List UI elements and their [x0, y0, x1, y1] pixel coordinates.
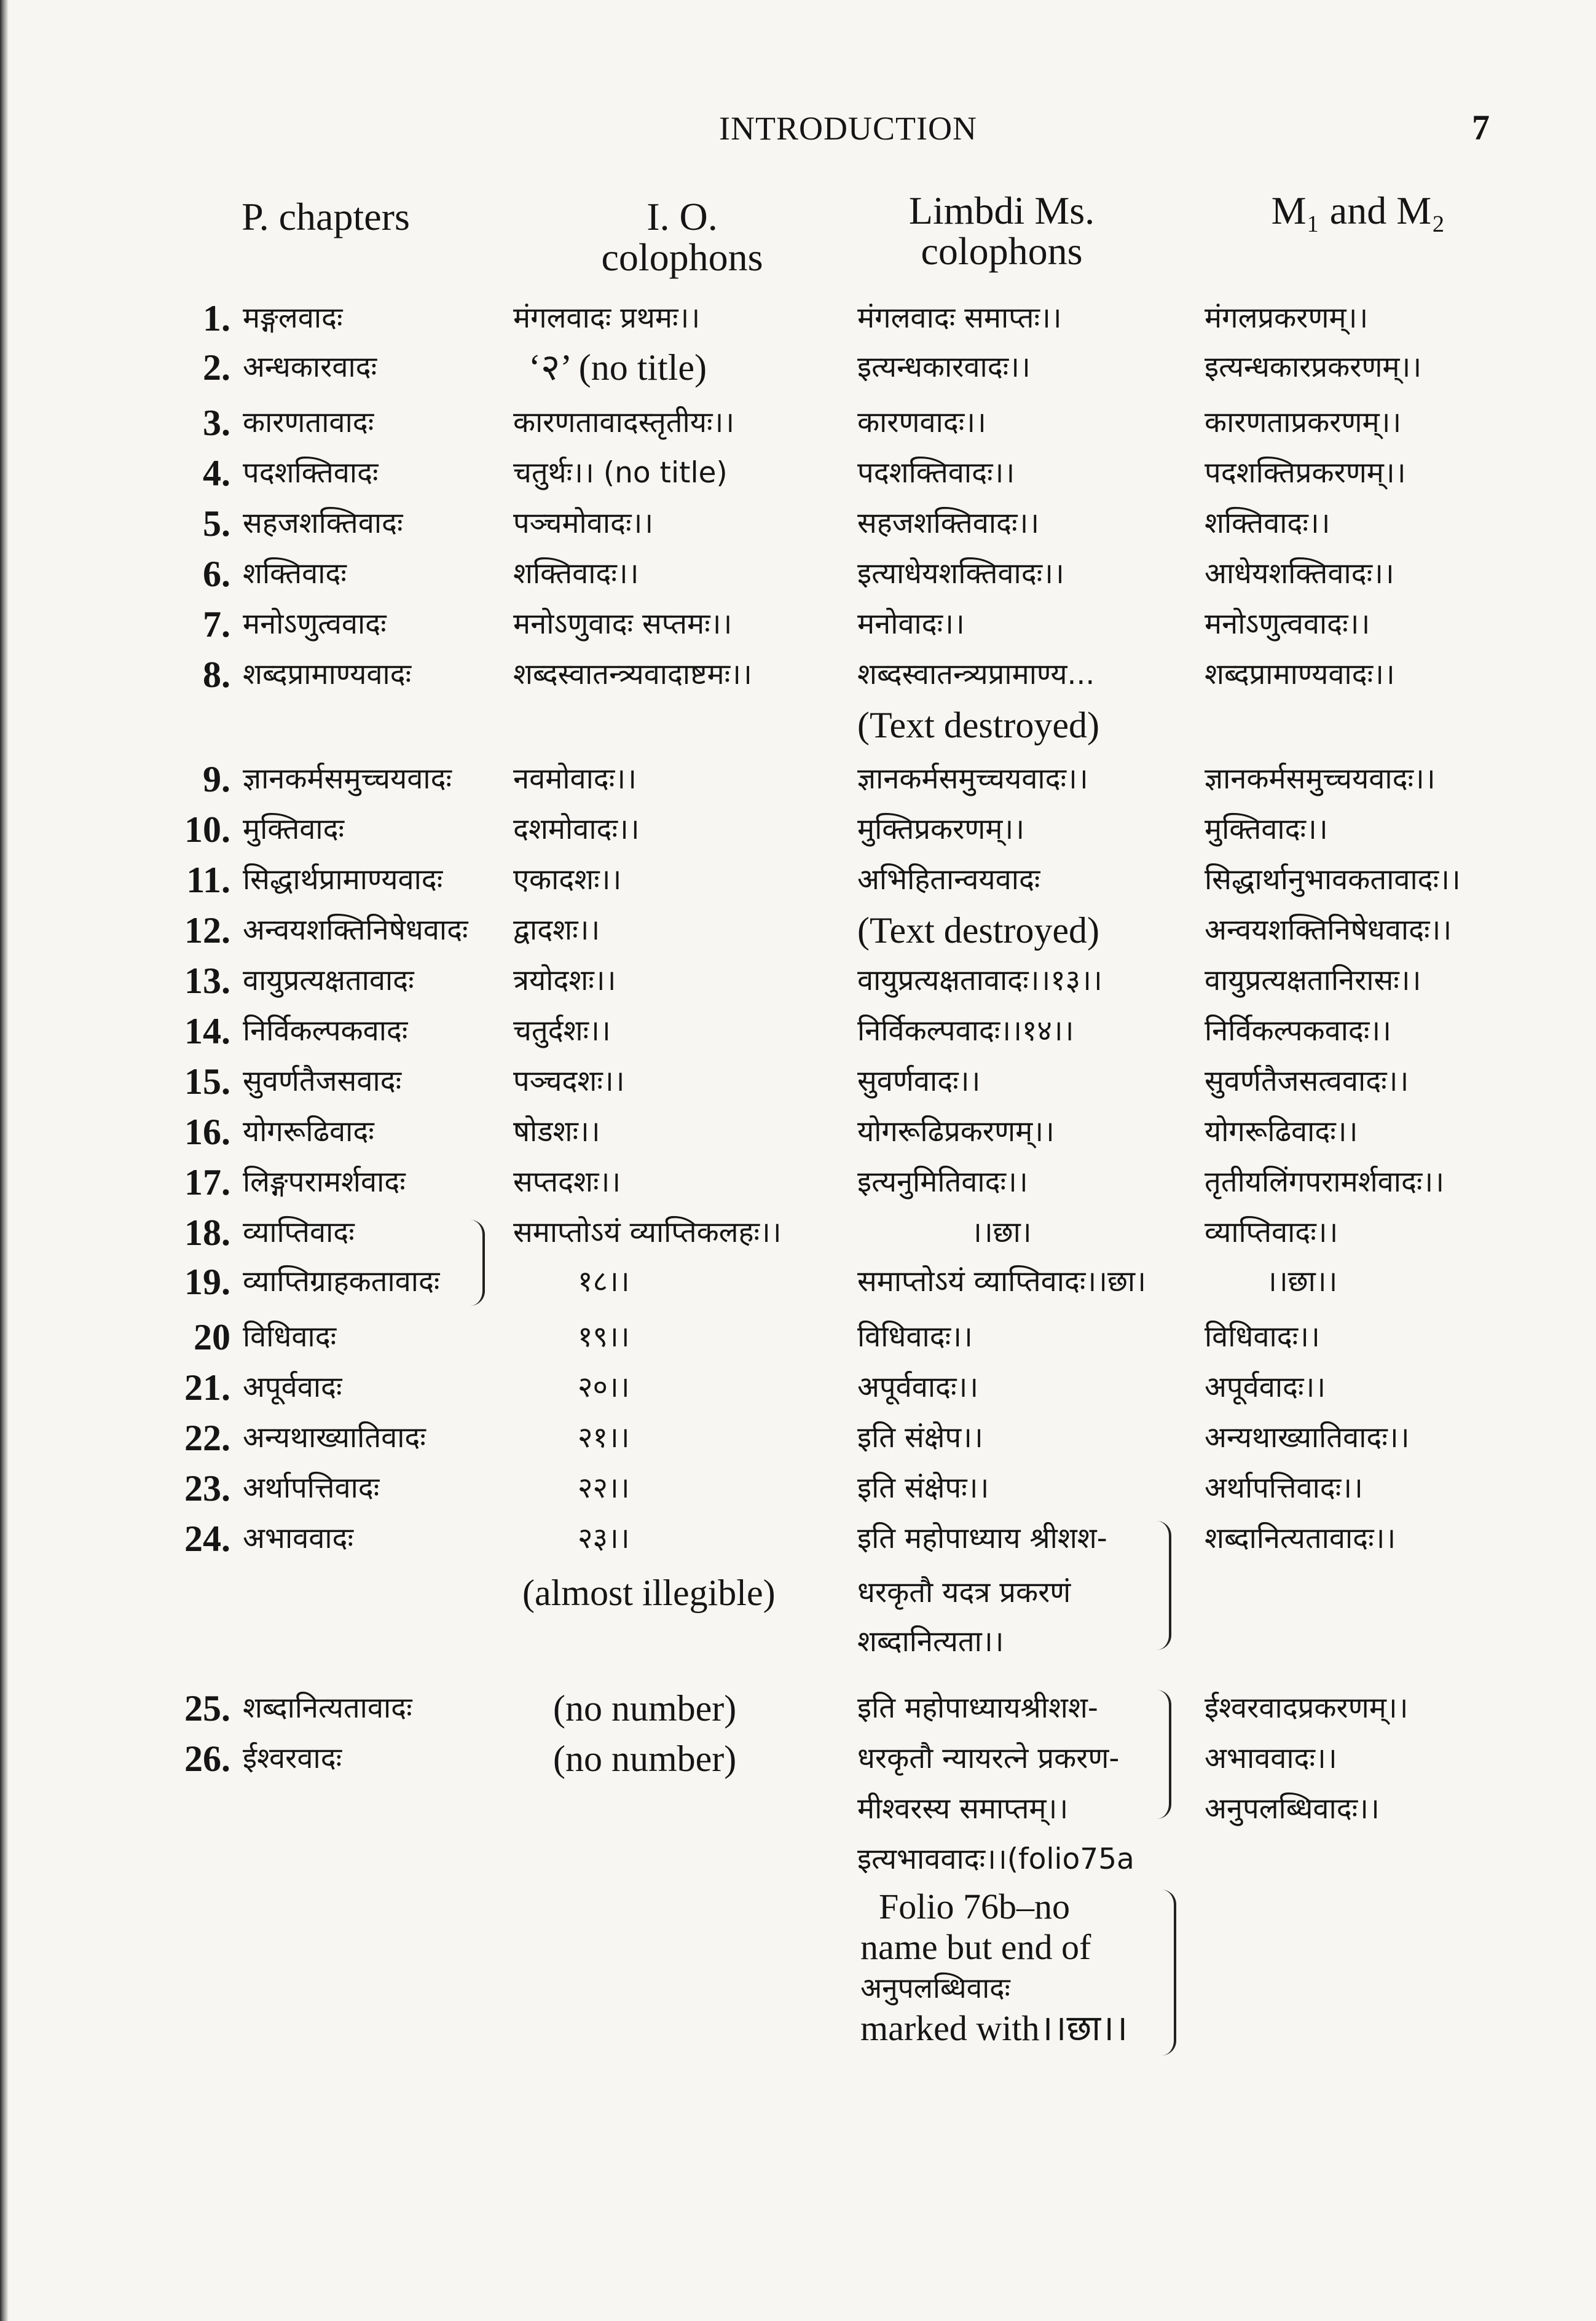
table-row: 26. ईश्वरवादः (no number) धरकृतौ न्यायरत्ने प्रकरण- अभाववादः।। — [184, 1738, 1337, 1779]
table-row: 10. मुक्तिवादः दशमोवादः।। मुक्तिप्रकरणम्।। मुक्तिवादः।। — [184, 809, 1328, 850]
table-row: 9. ज्ञानकर्मसमुच्चयवादः नवमोवादः।। ज्ञानकर्मसमुच्चयवादः।। ज्ञानकर्मसमुच्चयवादः।। — [203, 759, 1436, 799]
table-row-continuation: शब्दानित्यता।। — [857, 1625, 1004, 1659]
table-row: 4. पदशक्तिवादः चतुर्थः।। (no title) पदशक्तिवादः।। पदशक्तिप्रकरणम्।। — [203, 453, 1406, 493]
table-row: 21. अपूर्ववादः २०।। अपूर्ववादः।। अपूर्ववादः।। — [184, 1367, 1326, 1408]
table-row: 23. अर्थापत्तिवादः २२।। इति संक्षेपः।। अर्थापत्तिवादः।। — [184, 1468, 1363, 1509]
table-row: 13. वायुप्रत्यक्षतावादः त्रयोदशः।। वायुप्रत्यक्षतावादः।।१३।। वायुप्रत्यक्षतानिरासः।। — [184, 960, 1421, 1001]
table-row: 24. अभाववादः २३।। इति महोपाध्याय श्रीशश- शब्दानित्यतावादः।। — [184, 1518, 1396, 1559]
table-row: 17. लिङ्गपरामर्शवादः सप्तदशः।। इत्यनुमितिवादः।। तृतीयलिंगपरामर्शवादः।। — [184, 1162, 1445, 1203]
page-number: 7 — [1472, 108, 1490, 147]
table-row: 18. व्याप्तिवादः समाप्तोऽयं व्याप्तिकलहः।। ।।छा। व्याप्तिवादः।। — [184, 1212, 1339, 1253]
grouping-brace — [1160, 1890, 1176, 2056]
grouping-brace — [1155, 1521, 1171, 1650]
table-row: 19. व्याप्तिग्राहकतावादः १८।। समाप्तोऽयं व्याप्तिवादः।।छा। ।।छा।। — [184, 1262, 1338, 1302]
table-row: 5. सहजशक्तिवादः पञ्चमोवादः।। सहजशक्तिवादः।। शक्तिवादः।। — [203, 503, 1331, 544]
page-header — [0, 104, 1596, 154]
table-row: 25. शब्दानित्यतावादः (no number) इति महोपाध्यायश्रीशश- ईश्वरवादप्रकरणम्।। — [184, 1688, 1409, 1729]
table-row-continuation: मीश्वरस्य समाप्तम्।। अनुपलब्धिवादः।। — [857, 1792, 1380, 1826]
table-row: 16. योगरूढिवादः षोडशः।। योगरूढिप्रकरणम्।। योगरूढिवादः।। — [184, 1112, 1358, 1152]
grouping-brace — [1155, 1690, 1171, 1819]
table-row: 2. अन्धकारवादः ‘२’ (no title) इत्यन्धकारवादः।। इत्यन्धकारप्रकरणम्।। — [203, 347, 1422, 388]
column-heading-chapters: P. chapters — [242, 195, 410, 238]
table-row: 22. अन्यथाख्यातिवादः २१।। इति संक्षेप।। अन्यथाख्यातिवादः।। — [184, 1418, 1410, 1458]
grouping-brace — [470, 1220, 485, 1306]
column-heading-limbdi: Limbdi Ms. colophons — [908, 189, 1095, 273]
table-row: 15. सुवर्णतैजसवादः पञ्चदशः।। सुवर्णवादः।। सुवर्णतैजसत्ववादः।। — [184, 1061, 1409, 1102]
column-heading-m1-m2: M₁ and M₂ — [1271, 189, 1445, 232]
table-row-continuation: (Text destroyed) — [857, 705, 1099, 745]
running-title: INTRODUCTION — [719, 110, 977, 147]
table-row: 12. अन्वयशक्तिनिषेधवादः द्वादशः।। (Text destroyed) अन्वयशक्तिनिषेधवादः।। — [184, 910, 1452, 951]
table-row: 14. निर्विकल्पकवादः चतुर्दशः।। निर्विकल्पवादः।।१४।। निर्विकल्पकवादः।। — [184, 1011, 1391, 1051]
table-row: 3. कारणतावादः कारणतावादस्तृतीयः।। कारणवादः।। कारणताप्रकरणम्।। — [203, 403, 1402, 443]
folio-note: Folio 76b–no name but end of अनुपलब्धिवादः marked with।।छा।। — [860, 1887, 1128, 2048]
table-row: 8. शब्दप्रामाण्यवादः शब्दस्वातन्त्र्यवादाष्टमः।। शब्दस्वातन्त्र्यप्रामाण्य... शब्दप्रामाण्यवादः।। — [203, 654, 1395, 695]
table-row: 6. शक्तिवादः शक्तिवादः।। इत्याधेयशक्तिवादः।। आधेयशक्तिवादः।। — [203, 554, 1394, 594]
table-row: 11. सिद्धार्थप्रामाण्यवादः एकादशः।। अभिहितान्वयवादः सिद्धार्थानुभावकतावादः।। — [186, 860, 1461, 900]
table-row-continuation: इत्यभाववादः।।(folio75a — [857, 1842, 1134, 1876]
column-heading-io: I. O. colophons — [601, 195, 763, 279]
table-row: 1. मङ्गलवादः मंगलवादः प्रथमः।। मंगलवादः समाप्तः।। मंगलप्रकरणम्।। — [203, 298, 1369, 339]
table-row-continuation: (almost illegible) धरकृतौ यदत्र प्रकरणं — [522, 1573, 1071, 1613]
table-row: 7. मनोऽणुत्ववादः मनोऽणुवादः सप्तमः।। मनोवादः।। मनोऽणुत्ववादः।। — [203, 604, 1370, 645]
table-row: 20 विधिवादः १९।। विधिवादः।। विधिवादः।। — [194, 1317, 1320, 1357]
